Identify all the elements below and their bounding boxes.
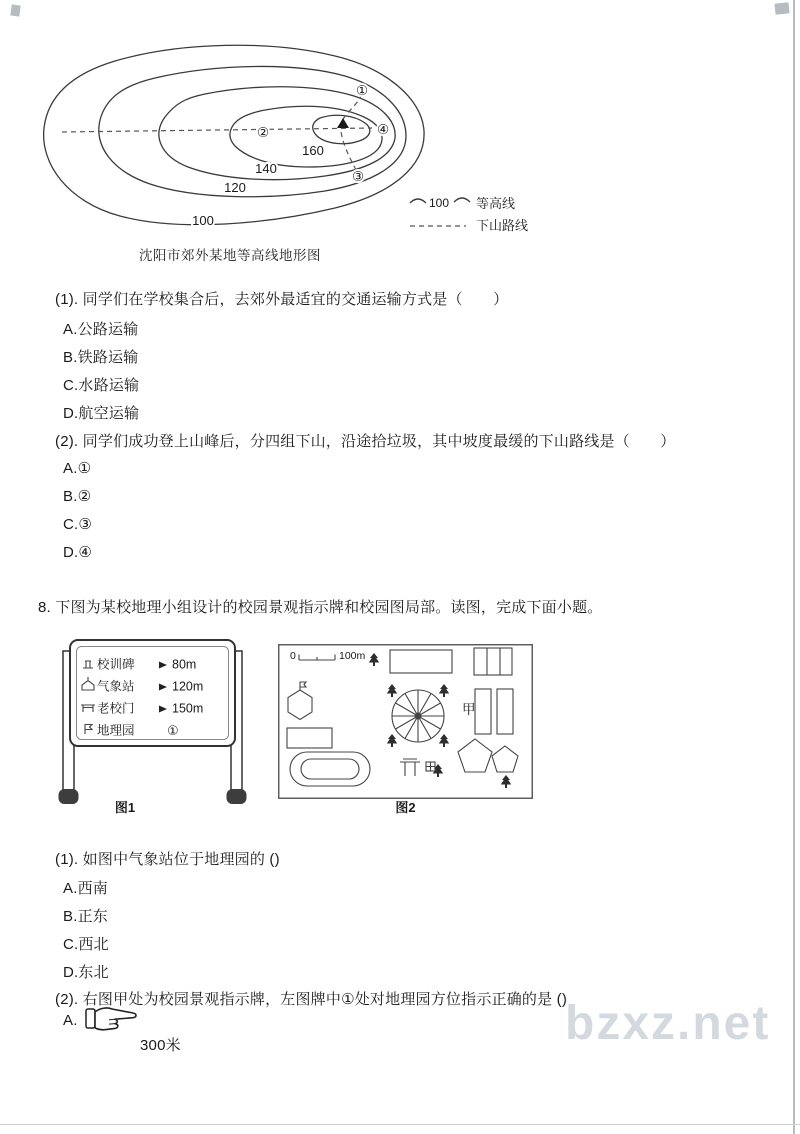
right-post-base: [227, 789, 247, 804]
descent-route-vertical: [341, 94, 362, 170]
legend-route-label: 下山路线: [476, 218, 529, 233]
question-7-2-text: (2). 同学们成功登上山峰后，分四组下山，沿途拾垃圾，其中坡度最缓的下山路线是（ ）: [55, 433, 676, 450]
elevation-label: 120: [224, 180, 246, 195]
page-right-edge: [793, 0, 795, 1134]
legend-contour-label: 等高线: [476, 196, 516, 211]
option-d: D.航空运输: [63, 405, 140, 422]
option-c: C.西北: [63, 936, 109, 953]
option-b: B.②: [63, 488, 92, 505]
option-d: D.④: [63, 544, 93, 561]
legend-contour-symbol: [454, 198, 470, 202]
scale-zero-label: 0: [290, 650, 296, 662]
option-a-label: A.: [63, 1012, 78, 1029]
route-point-label: ④: [376, 122, 390, 137]
campus-map-figure: [278, 644, 533, 799]
figure-2-caption: 图2: [395, 800, 416, 815]
option-a-distance: 300米: [140, 1037, 181, 1054]
contour-line-summit: [313, 115, 370, 143]
option-d: D.东北: [63, 964, 109, 981]
signboard-row-distance: 120m: [172, 679, 204, 694]
question-8-stem: 8. 下图为某校地理小组设计的校园景观指示牌和校园图局部。读图，完成下面小题。: [38, 599, 603, 616]
signboard-row-name: 地理园: [97, 723, 135, 738]
signboard-row-distance: ①: [167, 723, 179, 738]
option-a: A.①: [63, 460, 92, 477]
option-a: A.公路运输: [63, 321, 139, 338]
question-8-2-text: (2). 右图甲处为校园景观指示牌，左图牌中①处对地理园方位指示正确的是 (): [55, 991, 568, 1008]
pointing-hand-icon: [84, 1000, 140, 1040]
route-point-label: ③: [351, 169, 365, 184]
option-c: C.水路运输: [63, 377, 140, 394]
contour-map-figure: [20, 36, 540, 251]
corner-artifact: [774, 2, 789, 14]
signboard-row-distance: 80m: [172, 657, 197, 672]
question-8-1-text: (1). 如图中气象站位于地理园的 (): [55, 851, 280, 868]
elevation-label: 140: [255, 161, 277, 176]
option-a: A.西南: [63, 880, 108, 897]
route-point-label: ②: [256, 125, 270, 140]
signboard-row-name: 气象站: [97, 679, 135, 694]
corner-artifact: [10, 4, 20, 16]
legend-contour-symbol: [410, 199, 426, 203]
signboard-row-name: 老校门: [97, 701, 135, 716]
elevation-label: 160: [302, 143, 324, 158]
descent-route-horizontal: [62, 128, 372, 132]
signboard-figure: [55, 637, 250, 812]
option-b: B.正东: [63, 908, 108, 925]
signboard-panel: [70, 640, 235, 746]
contour-map-caption: 沈阳市郊外某地等高线地形图: [139, 248, 321, 263]
option-c: C.③: [63, 516, 93, 533]
option-b: B.铁路运输: [63, 349, 139, 366]
signboard-row-name: 校训碑: [97, 657, 135, 672]
peak-triangle-icon: [337, 118, 349, 128]
figure-1-caption: 图1: [114, 800, 136, 815]
contour-line-100: [44, 45, 424, 224]
question-7-1-text: (1). 同学们在学校集合后，去郊外最适宜的交通运输方式是（ ）: [55, 291, 509, 308]
legend-contour-value: 100: [429, 196, 450, 210]
route-point-label: ①: [355, 83, 369, 98]
scale-distance-label: 100m: [339, 650, 366, 662]
watermark: bzxz.net: [565, 997, 771, 1050]
elevation-label: 100: [192, 213, 214, 228]
signboard-row-distance: 150m: [172, 701, 204, 716]
contour-line-140: [159, 87, 395, 180]
page-bottom-edge: [0, 1124, 800, 1125]
location-jia-label: 甲: [462, 702, 476, 717]
